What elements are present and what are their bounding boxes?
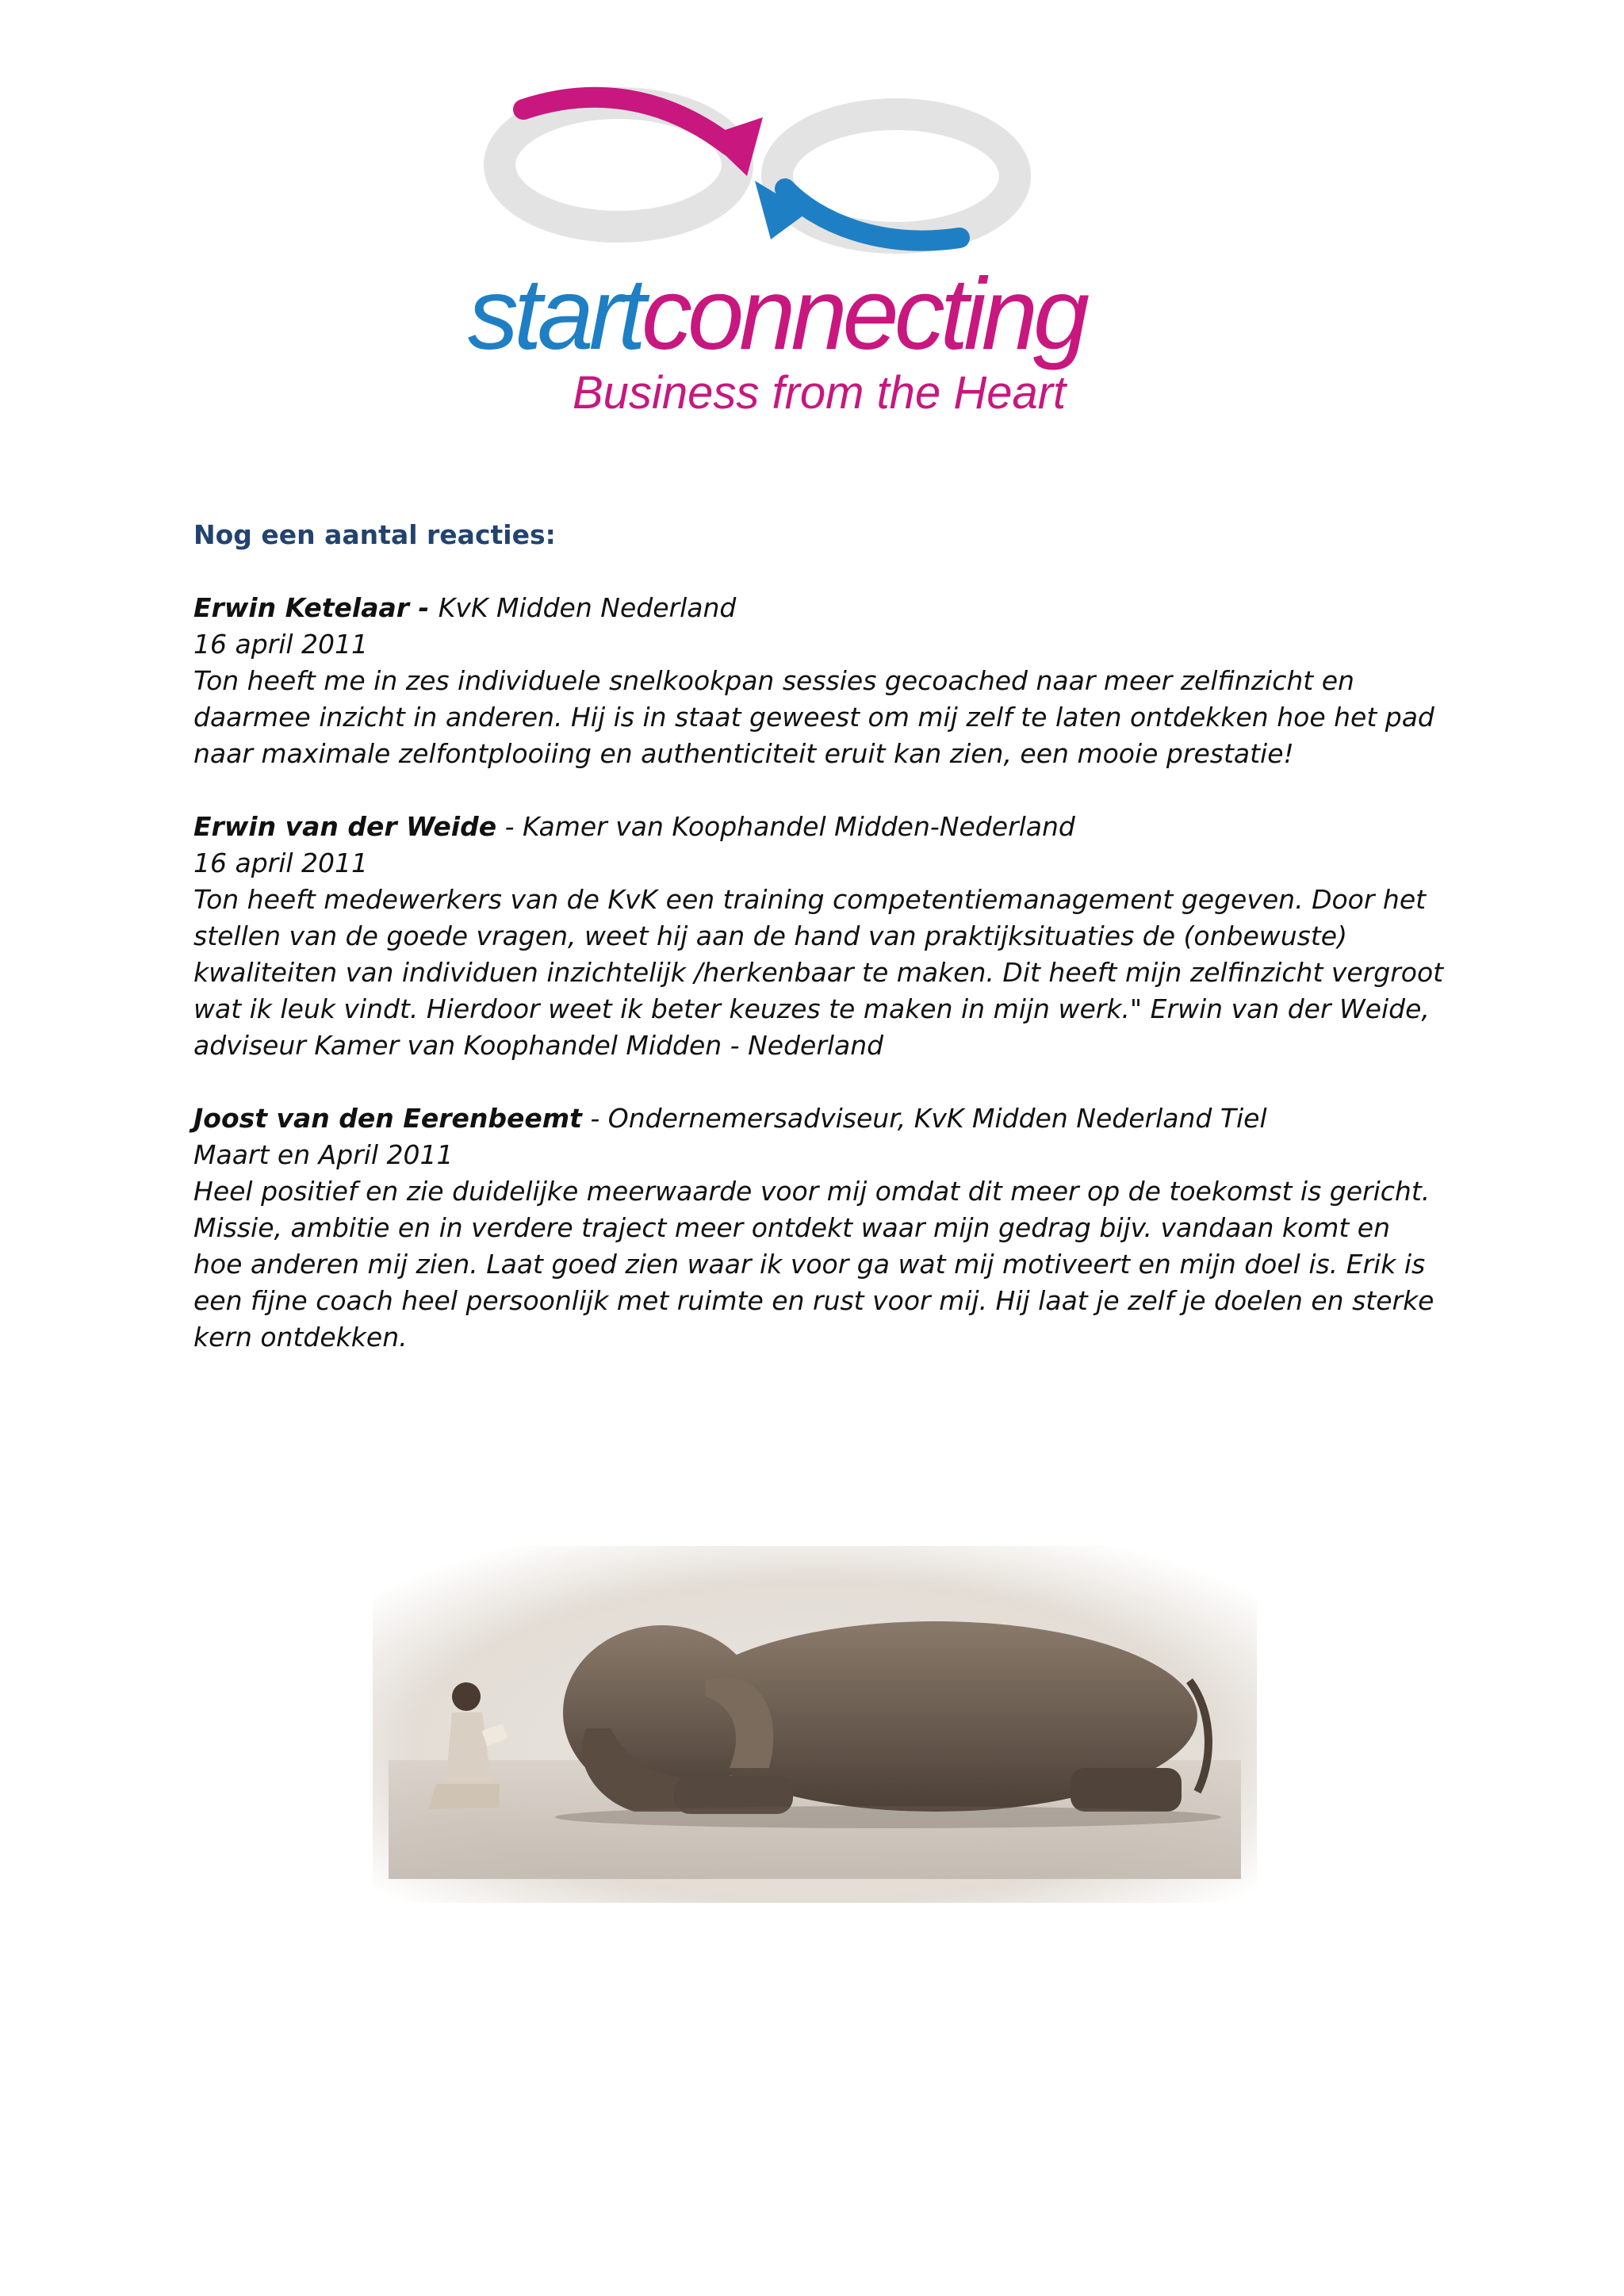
boy-and-elephant-photo <box>373 1546 1257 1903</box>
logo-tagline: Business from the Heart <box>573 367 1067 419</box>
testimonial-organization: Ondernemersadviseur, KvK Midden Nederland Tiel <box>607 1103 1267 1134</box>
testimonial-organization: Kamer van Koophandel Midden-Nederland <box>523 811 1075 842</box>
testimonial-name: Erwin van der Weide <box>193 811 497 842</box>
testimonial-quote: Ton heeft me in zes individuele snelkookpan sessies gecoached naar meer zelfinzicht en daarmee inzicht in anderen. Hij is in staat geweest om mij zelf te laten ontdekken hoe het pad naar maximale zelfontplooiing en authenticiteit eruit kan zien, een mooie prestatie! <box>193 665 1434 769</box>
svg-text:startconnecting <box>468 258 1090 371</box>
startconnecting-logo <box>468 87 1166 420</box>
testimonial-header <box>193 1100 1446 1137</box>
testimonial-separator: - <box>409 592 439 623</box>
page-heading: Nog een aantal reacties: <box>193 519 556 550</box>
testimonial-quote: Ton heeft medewerkers van de KvK een training competentiemanagement gegeven. Door het stellen van de goede vragen, weet hij aan de hand van praktijksituaties de (onbewuste) kwaliteiten van individuen inzichtelijk /herkenbaar te maken. Dit heeft mijn zelfinzicht vergroot wat ik leuk vindt. Hierdoor weet ik beter keuzes te maken in mijn werk." Erwin van der Weide, adviseur Kamer van Koophandel Midden - Nederland <box>193 884 1444 1061</box>
elephant <box>563 1621 1208 1814</box>
testimonial-organization: KvK Midden Nederland <box>438 592 737 623</box>
testimonial-date: 16 april 2011 <box>193 848 369 878</box>
photo-illustration <box>373 1546 1257 1903</box>
testimonial-2 <box>193 809 1446 1064</box>
testimonial-name: Erwin Ketelaar <box>193 592 410 623</box>
testimonial-header <box>193 590 1446 626</box>
testimonial-date: 16 april 2011 <box>193 629 369 660</box>
testimonial-1 <box>193 590 1446 772</box>
testimonial-date: Maart en April 2011 <box>193 1139 454 1170</box>
testimonial-quote: Heel positief en zie duidelijke meerwaarde voor mij omdat dit meer op de toekomst is gericht. Missie, ambitie en in verdere traject meer ontdekt waar mijn gedrag bijv. vandaan komt en hoe anderen mij zien. Laat goed zien waar ik voor ga wat mij motiveert en mijn doel is. Erik is een fijne coach heel persoonlijk met ruimte en rust voor mij. Hij laat je zelf je doelen en sterke kern ontdekken. <box>193 1176 1434 1353</box>
ground-shadow <box>555 1806 1221 1828</box>
testimonials-section <box>193 517 1446 1356</box>
testimonial-separator: - <box>581 1103 608 1134</box>
testimonial-name: Joost van den Eerenbeemt <box>193 1103 582 1134</box>
logo-word-start: start <box>468 258 642 371</box>
logo-graphic <box>468 87 1166 420</box>
testimonial-3 <box>193 1100 1446 1356</box>
testimonial-header <box>193 809 1446 845</box>
logo-word-connecting: connecting <box>641 258 1086 371</box>
testimonial-separator: - <box>496 811 523 842</box>
